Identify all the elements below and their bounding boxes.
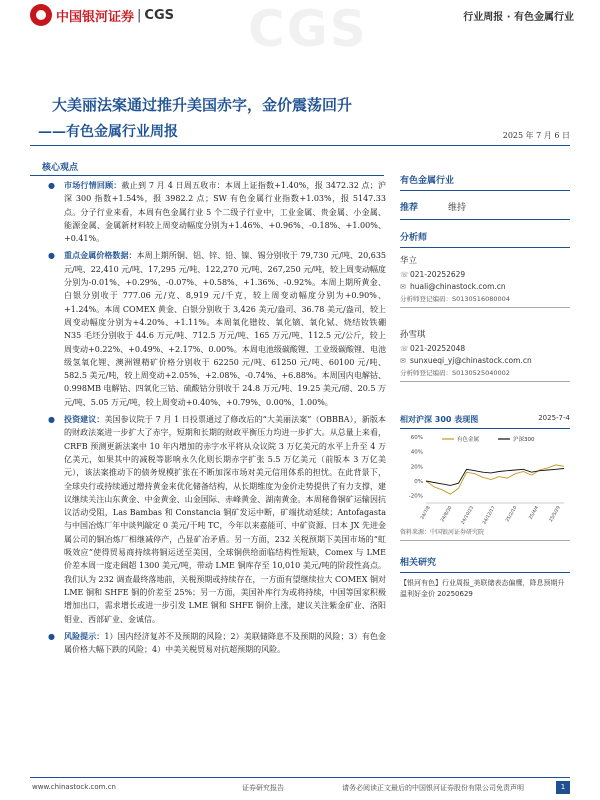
main-content <box>40 179 386 660</box>
bullet-lead: 风险提示： <box>64 630 105 641</box>
analyst-email-row <box>400 282 570 291</box>
chart-svg <box>400 429 570 527</box>
company-logo <box>30 4 174 26</box>
bullet-metal-prices <box>40 249 386 409</box>
analyst-card <box>400 254 570 308</box>
x-tick-label: 24/7/8 <box>420 505 432 521</box>
bullet-risk-warning <box>40 630 386 657</box>
industry-title: 有色金属行业 <box>400 173 570 191</box>
analyst-phone-row <box>400 344 570 353</box>
bullet-lead: 投资建议： <box>64 414 105 425</box>
rating-label: 推荐 <box>400 203 419 213</box>
bullet-text: 美国参议院于 7 月 1 日投票通过了修改后的“大美丽法案”（OBBBA），新版本的财政法案进一步扩大了赤字，短期和长期的财政平衡压力均进一步扩大。从总量上来看，CRFB 预测更新法案中 10 年内增加的赤字水平将从众议院 3 万亿美元的水平上升至 4 万亿美元，如果其中的减税等影响永久化则长期赤字扩张 5.5 万亿美元（前版本 3 万亿美元），该法案推动下的债务规模扩张在不断加深市场对美元信用体系的担忧。在此背景下，全球央行或持续通过增持黄金来优化储备结构，从长期维度为金价走势提供了有力支撑，建议继续关注山东黄金、中金黄金、山金国际、赤峰黄金、湖南黄金。本周秘鲁铜矿运输因抗议活动受阻，Las Bambas 和 Constancia 铜矿发运中断，矿端扰动延续；Antofagasta 与中国冶炼厂年中谈判敲定 0 美元/干吨 TC，今年以来嘉能可、中矿资源、日本 JX 先进金属公司的铜冶炼厂相继减停产，凸显矿冶矛盾。另一方面，232 关税预期下美国市场的“虹吸效应”使得贸易商持续将铜运送至美国，全球铜供给面临结构性短缺，Comex 与 LME 价差本周一度走阔超 1300 美元/吨，带动 LME 铜库存至 10,010 美元/吨的阶段性高点。我们认为 232 调查最终落地前，关税预期或持续存在，一方面有望继续拉大 COMEX 铜对 LME 铜和 SHFE 铜的价差至 25%；另一方面，美国补库行为或将持续，中国等国家积极增加出口，需求增长或进一步引发 LME 铜和 SHFE 铜价上涨，建议关注紫金矿业、洛阳钼业、西部矿业、金诚信。 <box>64 415 386 624</box>
title-divider <box>30 145 570 146</box>
legend-label: 有色金属 <box>457 437 480 443</box>
footer <box>30 781 570 795</box>
relative-performance-chart <box>400 429 570 527</box>
x-tick-label: 25/2/10 <box>505 505 519 524</box>
chart-date: 2025-7-4 <box>538 414 570 422</box>
y-tick-label: 40% <box>410 449 423 456</box>
bullet-icon: ● <box>48 415 55 425</box>
bullet-investment-advice <box>40 413 386 626</box>
series-line-csi300 <box>426 469 564 486</box>
logo-text: 中国银河证券 <box>56 9 135 25</box>
x-tick-label: 24/10/23 <box>460 505 476 526</box>
y-tick-label: -20% <box>408 493 423 500</box>
legend-label: 沪深300 <box>513 437 535 443</box>
analyst-phone: 021-20252629 <box>410 270 466 279</box>
analyst-email[interactable]: sunxueqi_yj@chinastock.com.cn <box>410 356 532 365</box>
bullet-icon: ● <box>48 631 55 641</box>
mail-icon: ✉ <box>400 282 406 291</box>
chart-header <box>400 414 570 429</box>
chart-source: 资料来源：中国银河证券研究院 <box>400 527 570 541</box>
series-line-nonferrous <box>426 465 564 494</box>
phone-icon: ☏ <box>400 270 409 279</box>
bullet-text: 1）国内经济复苏不及预期的风险；2）美联储降息不及预期的风险；3）有色金属价格大幅下跌的风险；4）中美关税贸易对抗超预期的风险。 <box>64 631 386 655</box>
analyst-name: 孙雪琪 <box>400 330 426 340</box>
bullet-lead: 重点金属价格数据： <box>64 250 137 261</box>
footer-url[interactable]: www.chinastock.com.cn <box>32 783 116 791</box>
logo-mark-icon <box>30 4 52 26</box>
related-item[interactable]: 【银河有色】行业周报_美联储表态偏鹰，降息预期升温利好金价 20250629 <box>400 579 565 598</box>
y-tick-label: 0% <box>414 479 423 485</box>
bullet-text: 本周上期所铜、铝、锌、铅、镍、锡分别收于 79,730 元/吨、20,635 元/吨、22,410 元/吨、17,295 元/吨、122,270 元/吨、267,250 元/吨，较上周变动幅度分别为-0.01%、+0.29%、-0.07%、+0.58%、+1.36%、-0.92%。本周上期所黄金、白银分别收于 777.06 元/克、8,919 元/千克，较上周变动幅度分别为+0.90%、+1.24%。本周 COMEX 黄金、白银分别收于 3,426 美元/盎司、36.78 美元/盎司，较上周变动幅度分别为+4.20%、+1.11%。本周氧化镨钕、氧化镝、氧化铽、烧结钕铁硼 N35 毛坯分别收于 44.6 万元/吨、712.5 万元/吨、165 万元/吨、112.5 元/公斤，较上周变动+0.22%、+0.49%、+2.17%、0.00%。本周电池级碳酸锂、工业级碳酸锂、电池级氢氧化锂、澳洲锂精矿价格分别收于 62250 元/吨、61250 元/吨、60100 元/吨、582.5 美元/吨，较上周变动+2.05%、+2.08%、-0.74%、+6.88%。本周国内电解钴、0.998MB 电解钴、四氧化三钴、硫酸钴分别收于 24.8 万元/吨、19.25 美元/磅、20.5 万元/吨、5.05 万元/吨，较上周变动+0.40%、+0.79%、0.00%、1.00%。 <box>64 251 387 407</box>
analyst-name: 华立 <box>400 256 418 266</box>
bullet-text: 截止到 7 月 4 日周五收市：本周上证指数+1.40%，报 3472.32 点；沪深 300 指数+1.54%，报 3982.2 点；SW 有色金属行业指数+1.03%，报 5147.33 点。分子行业来看，本周有色金属行业 5 个二级子行业中，工业金属、贵金属、小金属、能源金属、金属新材料较上周变动幅度分别为+1.46%、+0.96%、-0.18%、+1.00%、+0.41%。 <box>64 181 386 244</box>
x-tick-label: 24/12/17 <box>482 505 497 526</box>
mail-icon: ✉ <box>400 356 406 365</box>
page-number: 1 <box>556 781 570 794</box>
bullet-lead: 市场行情回顾： <box>64 180 122 190</box>
analyst-cert: 分析师登记编码：S0130516080004 <box>400 294 570 308</box>
phone-icon: ☏ <box>400 344 409 353</box>
core-heading: 核心观点 <box>42 163 79 173</box>
report-title: 大美丽法案通过推升美国赤字，金价震荡回升 <box>52 96 353 114</box>
x-tick-label: 25/5/29 <box>548 505 562 524</box>
footer-divider <box>30 777 570 778</box>
analyst-cert: 分析师登记编码：S0130525040002 <box>400 368 570 382</box>
report-subtitle: ——有色金属行业周报 <box>38 124 178 140</box>
analyst-card <box>400 328 570 382</box>
chart-title: 相对沪深 300 表现图 <box>400 415 479 424</box>
rating-value: 维持 <box>448 203 467 213</box>
x-tick-label: 24/8/30 <box>440 505 454 524</box>
bullet-icon: ● <box>48 181 55 190</box>
core-divider <box>30 175 384 176</box>
analyst-phone-row <box>400 270 570 279</box>
watermark-logo: CGS <box>248 0 368 58</box>
logo-separator: | <box>137 7 142 23</box>
y-tick-label: 60% <box>410 435 423 441</box>
analyst-heading: 分析师 <box>400 230 570 248</box>
analyst-email[interactable]: huali@chinastock.com.cn <box>410 282 506 291</box>
report-type: 行业周报 · 有色金属行业 <box>463 12 574 23</box>
footer-disclaimer: 请务必阅读正文最后的中国银河证券股份有限公司免责声明 <box>342 784 524 792</box>
logo-cgs: CGS <box>144 7 174 23</box>
y-tick-label: 20% <box>410 464 423 471</box>
x-tick-label: 25/4/4 <box>528 505 541 521</box>
bullet-market-review <box>40 179 386 245</box>
sidebar <box>400 173 570 600</box>
related-heading: 相关研究 <box>400 555 570 573</box>
rating-row <box>400 200 570 220</box>
bullet-icon: ● <box>48 251 55 261</box>
analyst-email-row <box>400 356 570 365</box>
analyst-phone: 021-20252048 <box>410 344 466 353</box>
report-date: 2025 年 7 月 6 日 <box>502 131 570 140</box>
footer-label: 证券研究报告 <box>242 784 284 792</box>
